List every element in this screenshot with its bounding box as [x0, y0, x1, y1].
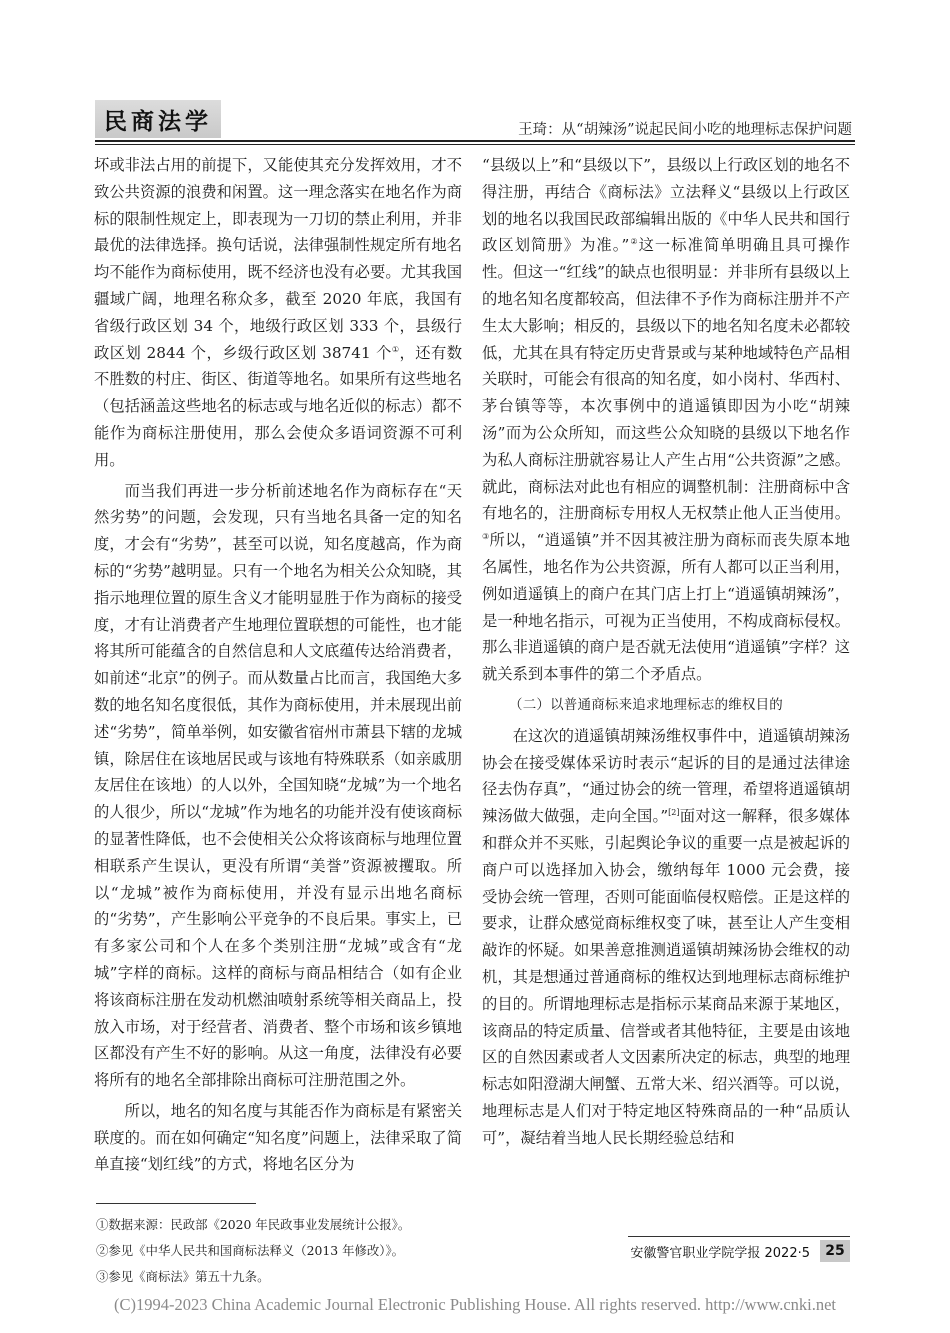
- citation-ref[interactable]: [2]: [668, 808, 680, 818]
- right-column: [482, 152, 850, 1151]
- paragraph: [482, 723, 850, 1152]
- footnote-ref[interactable]: ②: [629, 237, 639, 247]
- paragraph-text: ，还有数不胜数的村庄、街区、街道等地名。如果所有这些地名（包括涵盖这些地名的标志或与地名近似的标志）都不能作为商标注册使用，那么会使众多语词资源不可利用。: [94, 343, 462, 469]
- copyright-notice: (C)1994-2023 China Academic Journal Electronic Publishing House. All rights reserved. http://www.cnki.net: [113, 1295, 837, 1314]
- footnote: ②参见《中华人民共和国商标法释义（2013 年修改）》。: [96, 1243, 405, 1258]
- footnote: ③参见《商标法》第五十九条。: [96, 1269, 270, 1284]
- paragraph: 所以，地名的知名度与其能否作为商标是有紧密关联度的。而在如何确定“知名度”问题上，法律采取了简单直接“划红线”的方式，将地名区分为: [94, 1101, 462, 1174]
- page-number: 25: [820, 1240, 850, 1262]
- paragraph-text: 坏或非法占用的前提下，又能使其充分发挥效用，才不致公共资源的浪费和闲置。这一理念落实在地名作为商标的限制性规定上，即表现为一刀切的禁止利用，并非最优的法律选择。换句话说，法律强制性规定所有地名均不能作为商标使用，既不经济也没有必要。尤其我国疆域广阔，地理名称众多，截至 2020 年底，我国有省级行政区划 34 个，地级行政区划 333 个，县级行政区划 2844 个，乡级行政区划 38741 个: [94, 156, 462, 362]
- paragraph: [482, 152, 850, 688]
- footnote-divider: [96, 1203, 256, 1204]
- paragraph: [94, 152, 462, 474]
- header-rule-thin: [95, 144, 855, 145]
- section-subheading: （二）以普通商标来追求地理标志的维权目的: [509, 696, 783, 713]
- section-tag: 民商法学: [95, 100, 221, 138]
- header-rule: [95, 140, 855, 142]
- journal-footer: [628, 1238, 850, 1264]
- paragraph-text: “县级以上”和“县级以下”，县级以上行政区划的地名不得注册，再结合《商标法》立法释义“县级以上行政区划的地名以我国民政部编辑出版的《中华人民共和国行政区划简册》为准。”: [482, 156, 850, 255]
- footnote-ref[interactable]: ③: [482, 532, 490, 542]
- footer-rule: [628, 1236, 850, 1237]
- left-column: [94, 152, 462, 1178]
- paragraph-text: 在这次的逍遥镇胡辣汤维权事件中，逍遥镇胡辣汤协会在接受媒体采访时表示“起诉的目的是通过法律途径去伪存真”，“通过协会的统一管理，希望将逍遥镇胡辣汤做大做强，走向全国。”: [482, 726, 850, 826]
- journal-name: 安徽警官职业学院学报 2022·5: [630, 1245, 810, 1261]
- paragraph-text: 这一标准简单明确且具可操作性。但这一“红线”的缺点也很明显：并非所有县级以上的地名知名度都较高，但法律不予作为商标注册并不产生太大影响；相反的，县级以下的地名知名度未必都较低，尤其在具有特定历史背景或与某种地域特色产品相关联时，可能会有很高的知名度，如小岗村、华西村、茅台镇等等，本次事例中的逍遥镇即因为小吃“胡辣汤”而为公众所知，而这些公众知晓的县级以下地名作为私人商标注册就容易让人产生占用“公共资源”之感。就此，商标法对此也有相应的调整机制：注册商标中含有地名的，注册商标专用权人无权禁止他人正当使用。: [482, 236, 851, 523]
- article-running-title: 王琦：从“胡辣汤”说起民间小吃的地理标志保护问题: [518, 122, 852, 138]
- footnotes: [96, 1212, 410, 1290]
- paragraph: 而当我们再进一步分析前述地名作为商标存在“天然劣势”的问题，会发现，只有当地名具备一定的知名度，才会有“劣势”，甚至可以说，知名度越高，作为商标的“劣势”越明显。只有一个地名为相关公众知晓，其指示地理位置的原生含义才能明显胜于作为商标的接受度，才有让消费者产生地理位置联想的可能性，也才能将其所可能蕴含的自然信息和人文底蕴传达给消费者，如前述“北京”的例子。而从数量占比而言，我国绝大多数的地名知名度很低，其作为商标使用，并未展现出前述“劣势”，简单举例，如安徽省宿州市萧县下辖的龙城镇，除居住在该地居民或与该地有特殊联系（如亲戚朋友居住在该地）的人以外，全国知晓“龙城”为一个地名的人很少，所以“龙城”作为地名的功能并没有使该商标的显著性降低，也不会使相关公众将该商标与地理位置相联系产生误认，更没有所谓“美誉”资源被攫取。所以“龙城”被作为商标使用，并没有显示出地名商标的“劣势”，产生影响公平竞争的不良后果。事实上，已有多家公司和个人在多个类别注册“龙城”或含有“龙城”字样的商标。这样的商标与商品相结合（如有企业将该商标注册在发动机燃油喷射系统等相关商品上，投放入市场，对于经营者、消费者、整个市场和该乡镇地区都没有产生不好的影响。从这一角度，法律没有必要将所有的地名全部排除出商标可注册范围之外。: [94, 481, 462, 1090]
- footnote: ①数据来源：民政部《2020 年民政事业发展统计公报》。: [96, 1217, 411, 1232]
- footnote-ref[interactable]: ①: [391, 344, 400, 354]
- paragraph-text: 面对这一解释，很多媒体和群众并不买账，引起舆论争议的重要一点是被起诉的商户可以选择加入协会，缴纳每年 1000 元会费，接受协会统一管理，否则可能面临侵权赔偿。正是这样的要求，让群众感觉商标维权变了味，甚至让人产生变相敲诈的怀疑。如果善意推测逍遥镇胡辣汤协会维权的动机，其是想通过普通商标的维权达到地理标志商标维护的目的。所谓地理标志是指标示某商品来源于某地区，该商品的特定质量、信誉或者其他特征，主要是由该地区的自然因素或者人文因素所决定的标志，典型的地理标志如阳澄湖大闸蟹、五常大米、绍兴酒等。可以说，地理标志是人们对于特定地区特殊商品的一种“品质认可”，凝结着当地人民长期经验总结和: [482, 807, 850, 1147]
- paragraph-text: 所以，“逍遥镇”并不因其被注册为商标而丧失原本地名属性，地名作为公共资源，所有人都可以正当利用，例如逍遥镇上的商户在其门店上打上“逍遥镇胡辣汤”，是一种地名指示，可视为正当使用，不构成商标侵权。那么非逍遥镇的商户是否就无法使用“逍遥镇”字样？这就关系到本事件的第二个矛盾点。: [482, 531, 851, 684]
